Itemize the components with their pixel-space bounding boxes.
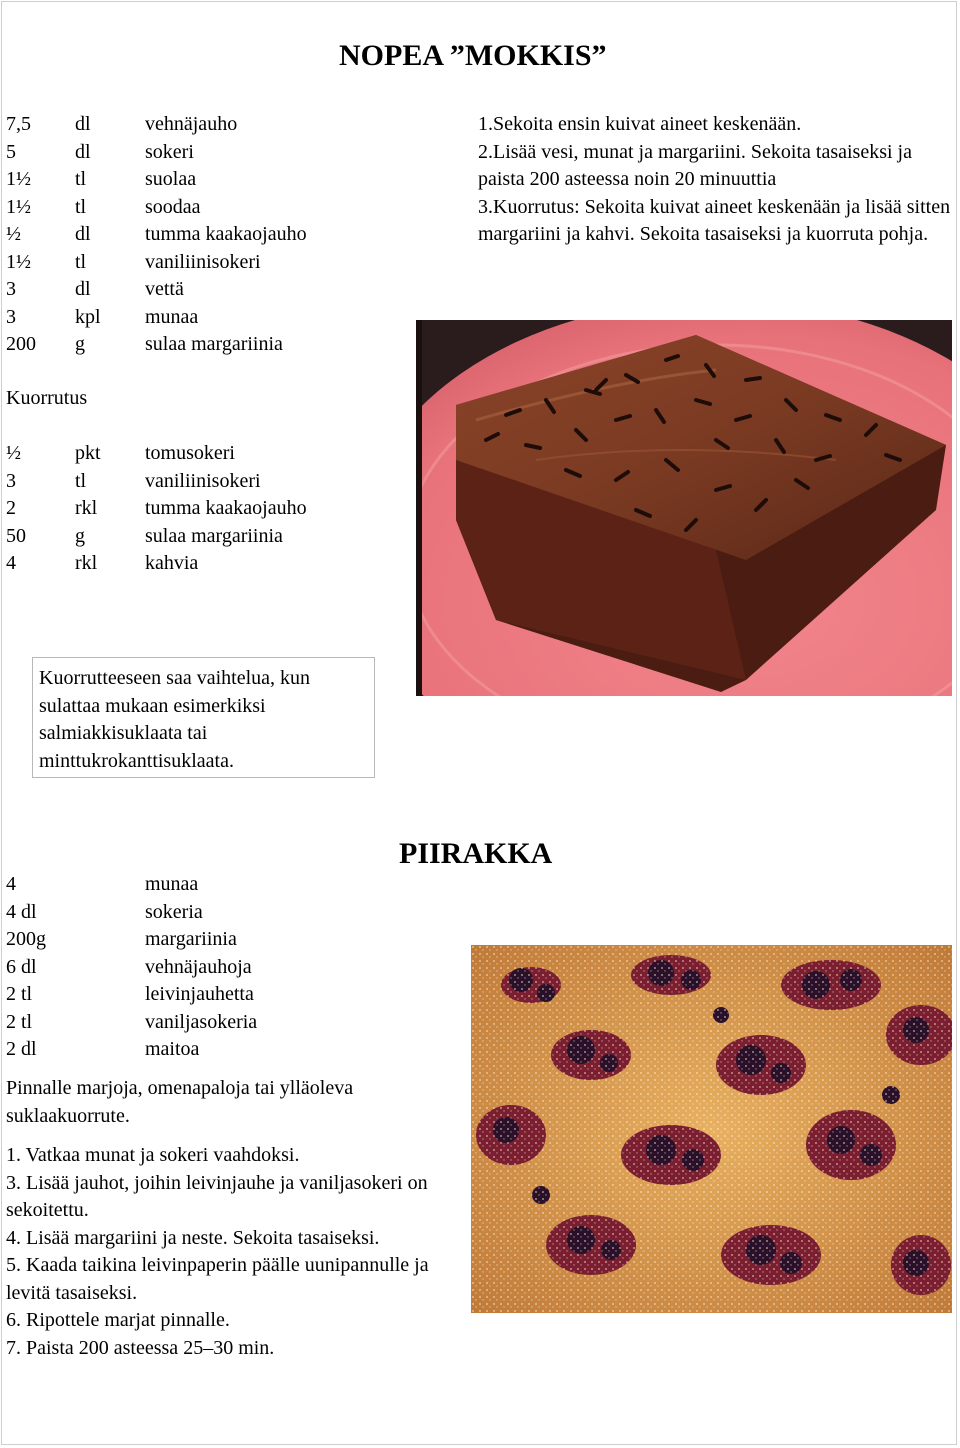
step: 3.Kuorrutus: Sekoita kuivat aineet keskenään ja lisää sitten margariini ja kahvi. Sekoita tasaiseksi ja kuorruta pohja. — [478, 195, 951, 245]
ingredient-qty: 5 — [6, 140, 16, 163]
ingredient-row — [6, 166, 426, 194]
ingredient-row — [6, 304, 426, 332]
ingredient-row — [6, 495, 426, 523]
ingredient-name: munaa — [145, 305, 199, 328]
mokkis-steps — [478, 111, 953, 249]
berry-pie-photo — [471, 945, 952, 1313]
ingredient-row — [6, 139, 426, 167]
step: 1.Sekoita ensin kuivat aineet keskenään. — [478, 113, 802, 135]
ingredient-unit: kpl — [75, 305, 101, 328]
ingredient-qty: 200g — [6, 928, 46, 950]
ingredient-row — [6, 981, 426, 1009]
tip-box — [32, 657, 375, 778]
step: 1. Vatkaa munat ja sokeri vaahdoksi. — [6, 1144, 300, 1166]
tip-text: Kuorrutteeseen saa vaihtelua, kun sulattaa mukaan esimerkiksi salmiakkisuklaata tai minttukrokanttisuklaata. — [39, 667, 311, 772]
frosting-ingredient-list — [6, 440, 426, 578]
ingredient-unit: g — [75, 333, 85, 355]
ingredient-unit: dl — [75, 278, 91, 300]
ingredient-unit: g — [75, 524, 85, 547]
ingredient-name: vehnäjauhoja — [145, 955, 252, 978]
ingredient-name: vettä — [145, 278, 184, 300]
ingredient-name: tumma kaakaojauho — [145, 223, 307, 245]
ingredient-row — [6, 194, 426, 222]
ingredient-qty: 1½ — [6, 195, 31, 218]
ingredient-name: sokeria — [145, 900, 203, 923]
ingredient-unit: rkl — [75, 552, 98, 574]
ingredient-row — [6, 440, 426, 468]
ingredient-name: tumma kaakaojauho — [145, 497, 307, 519]
ingredient-row — [6, 954, 426, 982]
brownie-photo — [416, 320, 952, 696]
mokkis-title: NOPEA ”MOKKIS” — [339, 39, 607, 72]
ingredient-qty: 7,5 — [6, 113, 31, 135]
ingredient-qty: 1½ — [6, 250, 31, 273]
ingredient-unit: dl — [75, 113, 91, 135]
ingredient-row — [6, 1009, 426, 1037]
ingredient-qty: 2 dl — [6, 1038, 37, 1060]
ingredient-qty: 1½ — [6, 168, 31, 190]
ingredient-unit: tl — [75, 469, 87, 492]
ingredient-qty: 2 — [6, 497, 16, 519]
ingredient-name: margariinia — [145, 928, 237, 950]
ingredient-row — [6, 221, 426, 249]
ingredient-unit: tl — [75, 195, 87, 218]
ingredient-qty: 3 — [6, 469, 16, 492]
ingredient-qty: 4 dl — [6, 900, 37, 923]
ingredient-row — [6, 926, 426, 954]
ingredient-unit: tl — [75, 168, 87, 190]
ingredient-row — [6, 468, 426, 496]
ingredient-unit: dl — [75, 223, 91, 245]
ingredient-qty: ½ — [6, 223, 21, 245]
ingredient-name: vaniljasokeria — [145, 1010, 258, 1033]
ingredient-qty: 3 — [6, 278, 16, 300]
ingredient-row — [6, 523, 426, 551]
ingredient-name: munaa — [145, 873, 199, 895]
step: 6. Ripottele marjat pinnalle. — [6, 1309, 230, 1331]
ingredient-qty: 200 — [6, 333, 36, 355]
ingredient-name: maitoa — [145, 1038, 200, 1060]
ingredient-row — [6, 871, 426, 899]
ingredient-qty: 4 — [6, 873, 16, 895]
ingredient-qty: 2 tl — [6, 983, 33, 1005]
ingredient-qty: 3 — [6, 305, 16, 328]
ingredient-unit: pkt — [75, 442, 101, 464]
step: 5. Kaada taikina leivinpaperin päälle uunipannulle ja levitä tasaiseksi. — [6, 1254, 429, 1304]
ingredient-qty: 50 — [6, 524, 26, 547]
ingredient-row — [6, 550, 426, 578]
ingredient-name: vaniliinisokeri — [145, 250, 261, 273]
ingredient-row — [6, 111, 426, 139]
berry-pie-photo-svg — [471, 945, 952, 1313]
piirakka-title: PIIRAKKA — [399, 837, 553, 870]
piirakka-topping: Pinnalle marjoja, omenapaloja tai ylläoleva suklaakuorrute. — [6, 1077, 354, 1127]
ingredient-name: kahvia — [145, 552, 199, 574]
ingredient-qty: 4 — [6, 552, 16, 574]
ingredient-name: sulaa margariinia — [145, 333, 283, 355]
ingredient-unit: tl — [75, 250, 87, 273]
ingredient-qty: ½ — [6, 442, 21, 464]
frosting-heading: Kuorrutus — [6, 387, 88, 409]
ingredient-name: tomusokeri — [145, 442, 235, 464]
ingredient-qty: 6 dl — [6, 955, 37, 978]
step: 4. Lisää margariini ja neste. Sekoita tasaiseksi. — [6, 1226, 380, 1249]
ingredient-name: sokeri — [145, 140, 194, 163]
step: 3. Lisää jauhot, joihin leivinjauhe ja vaniljasokeri on sekoitettu. — [6, 1171, 428, 1221]
brownie-photo-svg — [416, 320, 952, 696]
ingredient-name: vehnäjauho — [145, 113, 238, 135]
mokkis-ingredient-list — [6, 111, 426, 359]
ingredient-row — [6, 276, 426, 304]
ingredient-name: soodaa — [145, 195, 201, 218]
ingredient-qty: 2 tl — [6, 1010, 33, 1033]
piirakka-ingredient-list — [6, 871, 426, 1064]
ingredient-unit: rkl — [75, 497, 98, 519]
piirakka-steps — [6, 1142, 456, 1362]
ingredient-row — [6, 899, 426, 927]
ingredient-row — [6, 331, 426, 359]
ingredient-name: sulaa margariinia — [145, 524, 283, 547]
ingredient-row — [6, 249, 426, 277]
ingredient-row — [6, 1036, 426, 1064]
ingredient-name: suolaa — [145, 168, 197, 190]
ingredient-unit: dl — [75, 140, 91, 163]
step: 2.Lisää vesi, munat ja margariini. Sekoita tasaiseksi ja paista 200 asteessa noin 20 minuuttia — [478, 140, 912, 190]
step: 7. Paista 200 asteessa 25–30 min. — [6, 1336, 275, 1359]
ingredient-name: leivinjauhetta — [145, 983, 254, 1005]
ingredient-name: vaniliinisokeri — [145, 469, 261, 492]
